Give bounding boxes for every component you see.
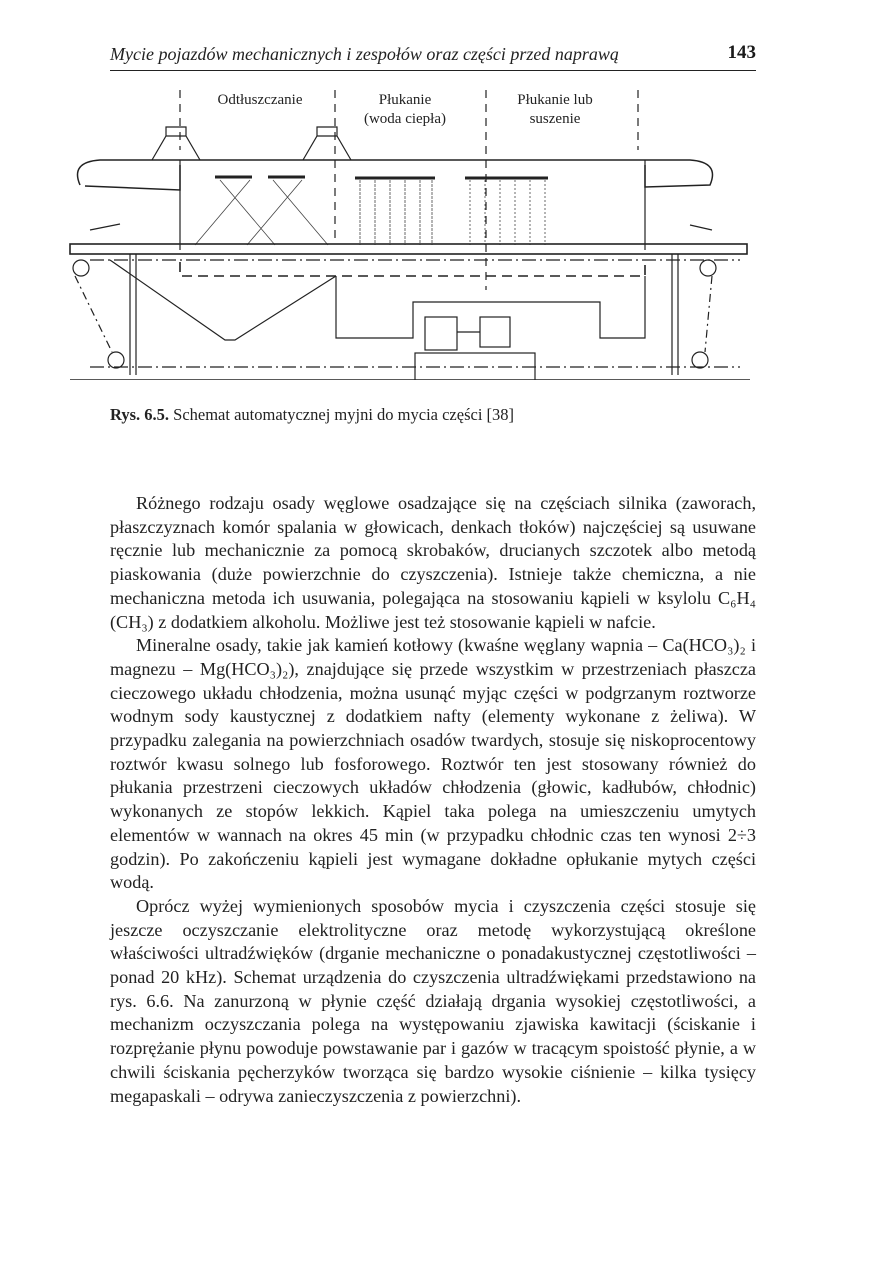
figure-washer-schematic	[60, 80, 760, 380]
label-rinse-or-dry: Płukanie lub suszenie	[517, 92, 593, 127]
caption-text: Schemat automatycznej myjni do mycia części [38]	[169, 405, 515, 424]
running-header	[110, 40, 756, 71]
caption-number: Rys. 6.5.	[110, 405, 170, 424]
page-number: 143	[727, 42, 756, 63]
figure-caption	[110, 405, 514, 425]
label-degreasing: Odtłuszczanie	[217, 92, 303, 108]
washer-diagram	[60, 80, 760, 380]
paragraph-mineral-deposits: Mineralne osady, takie jak kamień kotłowy (kwaśne węglany wapnia – Ca(HCO₃)₂ i magnezu – Mg(HCO₃)₂), znajdujące się przede wszystkim w przestrzeniach płaszcza cieczowego układu chłodzenia, można usunąć myjąc części w podgrzanym roztworze wodnym sody kaustycznej z dodatkiem nafty (elementy wykonane z żeliwa). W przypadku zalegania na powierzchniach osadów twardych, stosuje się niskoprocentowy roztwór kwasu solnego lub fosforowego. Roztwór ten jest stosowany również do płukania przestrzeni cieczowych układów chłodzenia (głowic, kadłubów, chłodnic) wykonanych ze stopów lekkich. Kąpiel taka polega na umieszczeniu umytych elementów w wannach na okres 45 min (w przypadku chłodnic czas ten wynosi 2÷3 godzin). Po zakończeniu kąpieli jest wymagane dokładne opłukanie mytych części wodą.	[110, 635, 756, 893]
paragraph-carbon-deposits: Różnego rodzaju osady węglowe osadzające się na częściach silnika (zaworach, płaszczyznach komór spalania w głowicach, denkach tłoków) najczęściej są usuwane ręcznie lub mechanicznie za pomocą skrobaków, drucianych szczotek albo metodą piaskowania (duże powierzchnie do czyszczenia). Istnieje także chemiczna, a nie mechaniczna metoda ich usuwania, polegająca na stosowaniu kąpieli w ksylolu C₆H₄ (CH₃) z dodatkiem alkoholu. Możliwe jest też stosowanie kąpieli w nafcie.	[110, 493, 756, 632]
body-text	[110, 492, 756, 1108]
label-rinsing: Płukanie (woda ciepła)	[363, 92, 447, 127]
paragraph-ultrasonic-cleaning: Oprócz wyżej wymienionych sposobów mycia i czyszczenia części stosuje się jeszcze oczyszczanie elektrolityczne oraz metodę wykorzystującą określone właściwości ultradźwięków (drganie mechaniczne o ponadakustycznej częstotliwości – ponad 20 kHz). Schemat urządzenia do czyszczenia ultradźwiękami przedstawiono na rys. 6.6. Na zanurzoną w płynie część działają drgania wysokiej częstotliwości, a mechanizm oczyszczania polega na występowaniu zjawiska kawitacji (ściskanie i rozprężanie płynu powoduje powstawanie par i gazów w tracącym spoistość płynie, a w chwili ściskania pęcherzyków tworząca się bardzo wysokie ciśnienie – kilka tysięcy megapaskali – odrywa zanieczyszczenia z powierzchni).	[110, 895, 756, 1106]
running-title: Mycie pojazdów mechanicznych i zespołów oraz części przed naprawą	[110, 44, 619, 64]
